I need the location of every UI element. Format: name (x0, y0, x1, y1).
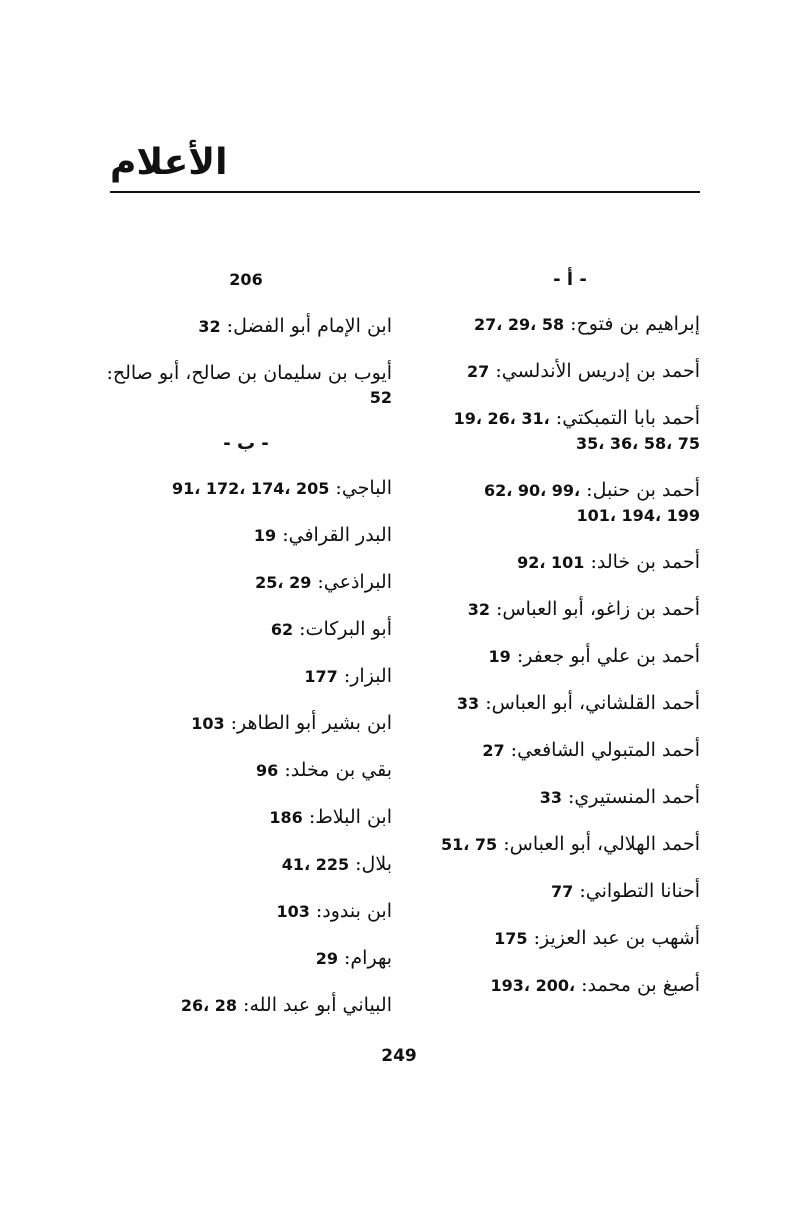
section-letter-ba: - ب - (223, 433, 269, 454)
entry-pages: 62، 90، 99، 101، 194، 199 (483, 481, 700, 525)
entry-pages: 27 (482, 741, 505, 760)
entry-pages: 103 (191, 714, 225, 733)
entry-name: أحمد بابا التمبكتي: (555, 407, 700, 429)
index-entry (440, 597, 700, 622)
index-entry (440, 785, 700, 810)
index-column-left (100, 268, 392, 1040)
entry-name: إبراهيم بن فتوح: (570, 313, 700, 335)
entry-name: بقي بن مخلد: (284, 759, 392, 781)
entry-pages: 33 (456, 694, 480, 713)
continued-page-number: 206 (229, 270, 263, 289)
entry-pages: 96 (256, 761, 279, 780)
entry-name: أحنانا التطواني: (579, 880, 700, 902)
entry-name: أشهب بن عبد العزيز: (533, 927, 700, 949)
entry-pages: 92، 101 (517, 553, 585, 572)
entry-name: أحمد بن زاغو، أبو العباس: (496, 598, 700, 620)
entry-name: البدر القرافي: (282, 524, 392, 546)
entry-name: أحمد بن إدريس الأندلسي: (495, 360, 700, 382)
index-entry (440, 738, 700, 763)
entry-name: ابن الإمام أبو الفضل: (226, 315, 392, 337)
index-entry (440, 312, 700, 337)
entry-pages: 77 (551, 882, 574, 901)
page-number: 249 (381, 1046, 417, 1066)
index-entry (440, 973, 700, 998)
entry-pages: 29 (315, 949, 338, 968)
entry-name: ابن بشير أبو الطاهر: (230, 712, 392, 734)
entry-pages: 33 (539, 788, 562, 807)
entry-name: أحمد بن علي أبو جعفر: (516, 645, 700, 667)
index-entry (440, 478, 700, 528)
index-column-right (440, 268, 700, 1020)
entry-pages: 193، 200، (490, 976, 576, 995)
entry-name: أصبغ بن محمد: (581, 974, 700, 996)
entry-pages: 62 (270, 620, 294, 639)
entry-pages: 175 (494, 929, 528, 948)
entry-name: ابن بندود: (315, 900, 392, 922)
entry-pages: 51، 75 (441, 835, 498, 854)
index-entry (100, 664, 392, 689)
entry-pages: 19، 26، 31، 35، 36، 58، 75 (453, 409, 700, 453)
entry-pages: 19 (253, 526, 277, 545)
entry-pages: 25، 29 (255, 573, 312, 592)
entry-name: ابن البلاط: (308, 806, 392, 828)
entry-pages: 32 (198, 317, 221, 336)
index-entry (100, 523, 392, 548)
entry-pages: 177 (304, 667, 338, 686)
index-entry (100, 314, 392, 339)
index-entry (100, 570, 392, 595)
index-entry (100, 899, 392, 924)
index-entry (100, 805, 392, 830)
entry-name: بهرام: (344, 947, 392, 969)
index-entry (440, 691, 700, 716)
entry-pages: 103 (276, 902, 310, 921)
entry-name: أحمد المنستيري: (568, 786, 700, 808)
index-entry (440, 644, 700, 669)
index-entry (100, 361, 392, 410)
entries-ba (100, 476, 392, 1018)
index-entry (100, 711, 392, 736)
page-title: الأعلام (110, 142, 228, 183)
entry-pages: 26، 28 (180, 996, 237, 1015)
entry-name: أحمد القلشاني، أبو العباس: (485, 692, 700, 714)
section-letter-alif: - أ - (553, 269, 587, 290)
entry-name: بلال: (355, 853, 392, 875)
header-rule (110, 191, 700, 193)
index-entry (100, 758, 392, 783)
entries-alif (440, 312, 700, 998)
index-entry (100, 852, 392, 877)
entry-name: البياني أبو عبد الله: (243, 994, 392, 1016)
entry-name: البراذعي: (317, 571, 392, 593)
index-entry (100, 993, 392, 1018)
entry-name: أيوب بن سليمان بن صالح، أبو صالح: (106, 362, 392, 384)
entries-alif-continued (100, 314, 392, 410)
entry-name: البزار: (343, 665, 392, 687)
index-entry (440, 832, 700, 857)
index-entry (100, 946, 392, 971)
entry-name: أحمد المتبولي الشافعي: (510, 739, 700, 761)
index-entry (440, 406, 700, 456)
entry-pages: 52 (369, 388, 392, 407)
entry-name: أحمد بن خالد: (590, 551, 700, 573)
entry-name: أحمد بن حنبل: (586, 479, 700, 501)
entry-pages: 27 (467, 362, 490, 381)
index-entry (100, 476, 392, 501)
entry-name: أبو البركات: (299, 618, 392, 640)
entry-pages: 19 (488, 647, 511, 666)
entry-pages: 32 (467, 600, 490, 619)
index-entry (440, 879, 700, 904)
entry-pages: 27، 29، 58 (474, 315, 565, 334)
entry-pages: 186 (269, 808, 303, 827)
index-entry (440, 359, 700, 384)
entry-name: الباجي: (335, 477, 392, 499)
index-entry (100, 617, 392, 642)
index-entry (440, 926, 700, 951)
entry-pages: 91، 172، 174، 205 (171, 479, 330, 498)
entry-name: أحمد الهلالي، أبو العباس: (503, 833, 700, 855)
index-entry (440, 550, 700, 575)
entry-pages: 41، 225 (281, 855, 350, 874)
